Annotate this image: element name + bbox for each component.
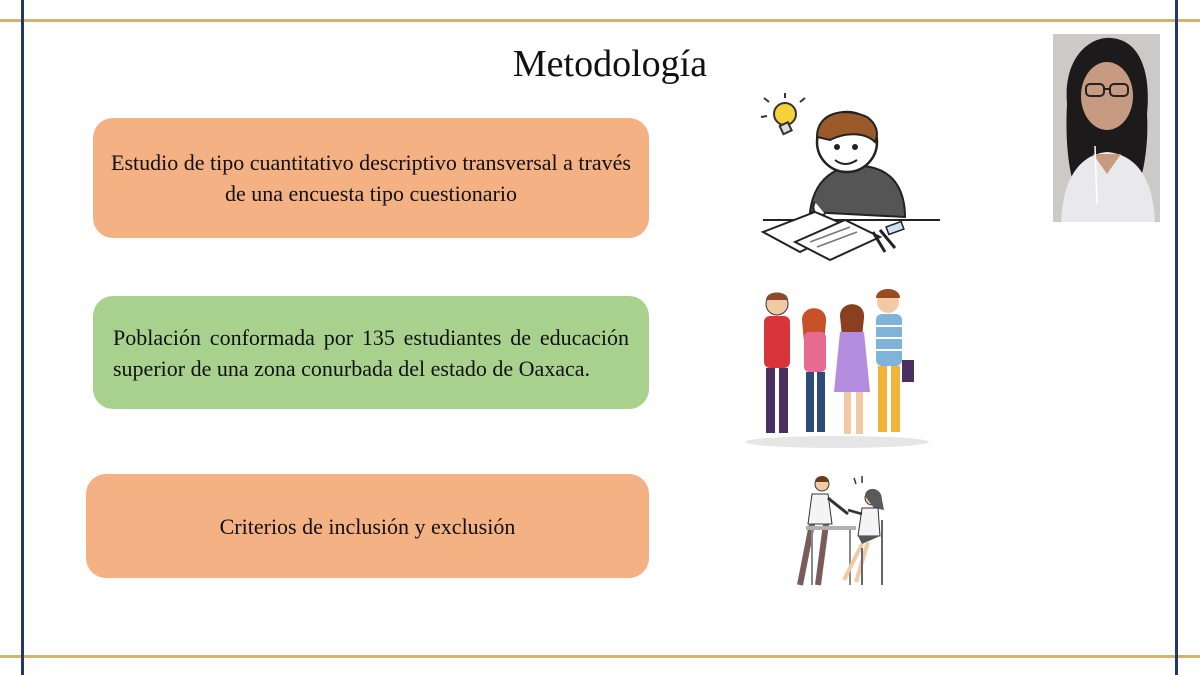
top-gold-line bbox=[0, 19, 1200, 22]
presenter-webcam-thumbnail bbox=[1053, 34, 1160, 222]
group-of-students-illustration bbox=[742, 282, 932, 452]
interview-at-table-illustration bbox=[770, 470, 900, 592]
methodology-item-criteria bbox=[86, 474, 649, 578]
item-text: Estudio de tipo cuantitativo descriptivo transversal a través de una encuesta tipo cuestionario bbox=[111, 150, 631, 206]
methodology-item-study-type bbox=[93, 118, 649, 238]
presenter-video-icon bbox=[1053, 34, 1160, 222]
item-text: Criterios de inclusión y exclusión bbox=[219, 513, 516, 539]
item-text: Población conformada por 135 estudiantes de educación superior de una zona conurbada del estado de Oaxaca. bbox=[113, 324, 629, 381]
bottom-gold-line bbox=[0, 655, 1200, 658]
left-navy-line bbox=[21, 0, 24, 675]
lightbulb-icon bbox=[761, 93, 805, 134]
slide-title: Metodología bbox=[512, 43, 708, 85]
right-navy-line bbox=[1175, 0, 1178, 675]
student-studying-lightbulb-illustration bbox=[755, 92, 945, 262]
methodology-item-population bbox=[93, 296, 649, 409]
